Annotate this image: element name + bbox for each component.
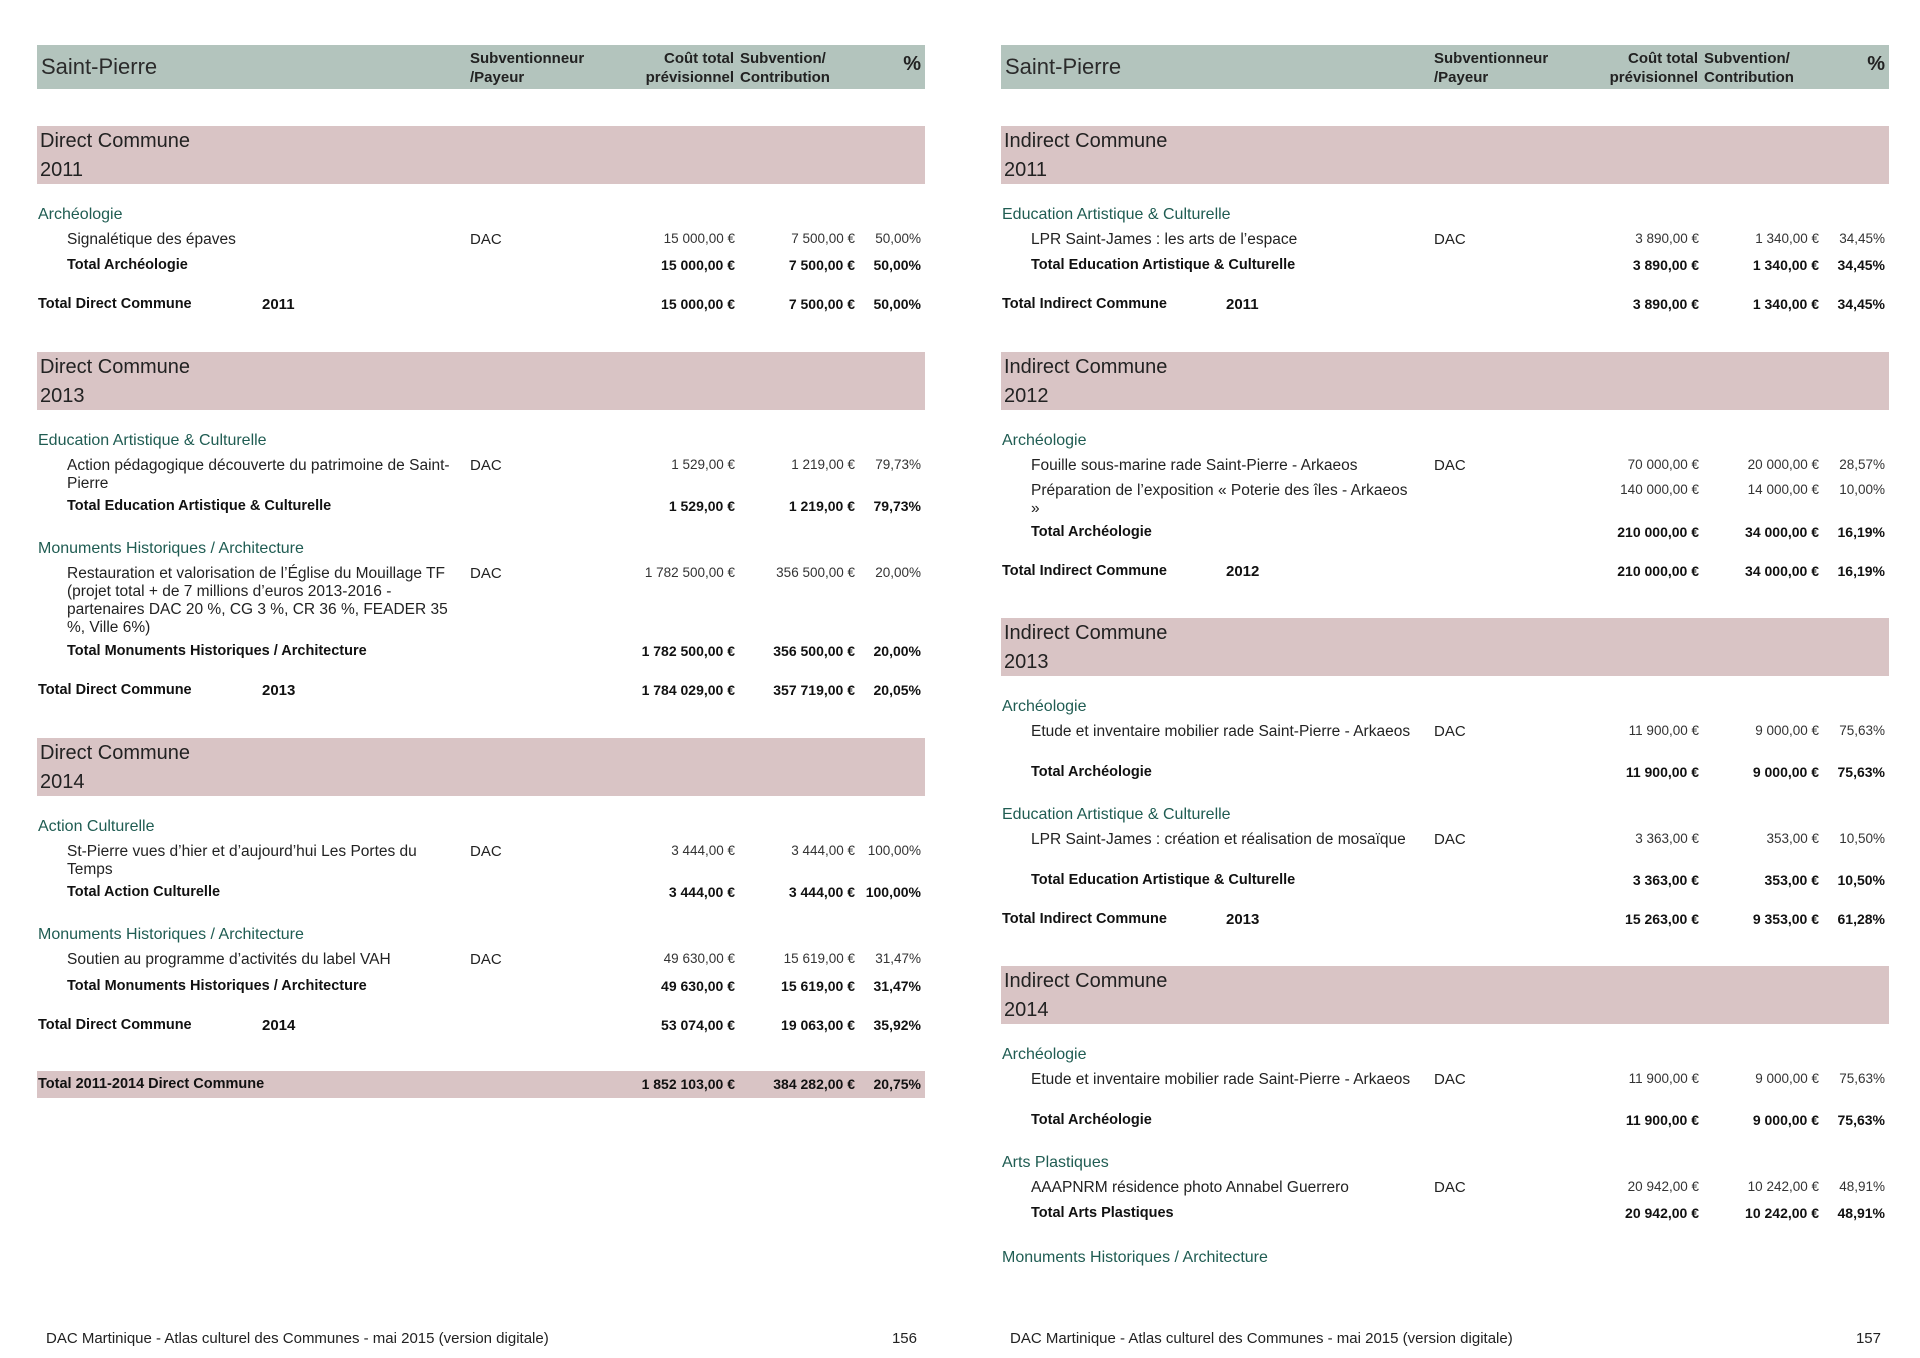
total-sub: 9 000,00 € [1752, 1112, 1819, 1128]
item-payer: DAC [1434, 1179, 1466, 1196]
total-cost: 11 900,00 € [1625, 764, 1699, 780]
col-cost-header: Coût total prévisionnel [645, 50, 734, 86]
item-sub: 15 619,00 € [783, 951, 855, 966]
item-sub: 3 444,00 € [791, 843, 855, 858]
item-pct: 75,63% [1839, 1071, 1885, 1086]
section-year: 2011 [40, 159, 84, 181]
item-cost: 49 630,00 € [663, 951, 735, 966]
item-payer: DAC [1434, 231, 1466, 248]
table-header [1001, 45, 1889, 89]
section-year: 2014 [1004, 999, 1049, 1021]
section-title: Indirect Commune [1004, 130, 1168, 152]
section-band [37, 352, 925, 410]
section-band [1001, 126, 1889, 184]
total-sub: 19 063,00 € [781, 1017, 855, 1033]
total-sub: 356 500,00 € [773, 643, 855, 659]
total-cost: 15 000,00 € [661, 257, 735, 273]
total-cost: 15 000,00 € [661, 296, 735, 312]
section-total-year: 2011 [262, 296, 295, 313]
page-number: 156 [891, 1330, 917, 1347]
category-heading: Archéologie [38, 206, 123, 223]
total-pct: 50,00% [873, 296, 921, 312]
item-sub: 7 500,00 € [791, 231, 855, 246]
total-label: Total Action Culturelle [67, 884, 221, 900]
item-payer: DAC [470, 951, 502, 968]
table-header [37, 45, 925, 89]
item-cost: 11 900,00 € [1628, 723, 1699, 738]
total-cost: 1 784 029,00 € [641, 682, 735, 698]
section-year: 2013 [1004, 651, 1049, 673]
section-title: Direct Commune [40, 742, 191, 764]
section-total-year: 2014 [262, 1017, 296, 1034]
item-cost: 140 000,00 € [1620, 482, 1699, 497]
page-157 [1001, 0, 1889, 1358]
grand-total-row [37, 1071, 925, 1098]
item-sub: 356 500,00 € [776, 565, 855, 580]
total-label: Total Archéologie [1031, 1112, 1152, 1128]
category-heading: Archéologie [1002, 698, 1087, 715]
section-total-year: 2011 [1226, 296, 1259, 313]
item-pct: 75,63% [1839, 723, 1885, 738]
section-total-year: 2013 [1226, 911, 1260, 928]
item-sub: 14 000,00 € [1747, 482, 1819, 497]
item-sub: 9 000,00 € [1755, 723, 1819, 738]
category-heading: Action Culturelle [38, 818, 155, 835]
total-pct: 34,45% [1837, 296, 1885, 312]
item-pct: 20,00% [875, 565, 921, 580]
total-label: Total Archéologie [67, 257, 188, 273]
item-label: LPR Saint-James : création et réalisation de mosaïque [1031, 831, 1406, 848]
total-cost: 53 074,00 € [661, 1017, 735, 1033]
item-cost: 11 900,00 € [1628, 1071, 1699, 1086]
section-total-year: 2012 [1226, 563, 1260, 580]
total-pct: 16,19% [1837, 524, 1885, 540]
item-pct: 79,73% [875, 457, 921, 472]
total-pct: 16,19% [1837, 563, 1885, 579]
section-band [1001, 618, 1889, 676]
item-label: Restauration et valorisation de l’Église du Mouillage TF (projet total + de 7 millions d’euros 2013-2016 - partenaires DAC 20 %, CG 3 %, CR 36 %, FEADER 35 %, Ville 6%) [67, 565, 448, 636]
footer-text: DAC Martinique - Atlas culturel des Communes - mai 2015 (version digitale) [46, 1330, 549, 1347]
category-heading: Monuments Historiques / Architecture [38, 540, 304, 557]
col-payer-header: Subventionneur /Payeur [1434, 50, 1549, 86]
item-label: AAAPNRM résidence photo Annabel Guerrero [1031, 1179, 1349, 1196]
total-label: Total Arts Plastiques [1031, 1205, 1174, 1221]
item-sub: 20 000,00 € [1747, 457, 1819, 472]
total-label: Total Education Artistique & Culturelle [67, 498, 332, 514]
section-total-label: Total Direct Commune [38, 296, 192, 312]
section-title: Direct Commune [40, 356, 191, 378]
item-pct: 50,00% [875, 231, 921, 246]
total-sub: 353,00 € [1764, 872, 1819, 888]
section-band [37, 126, 925, 184]
category-heading: Archéologie [1002, 432, 1087, 449]
category-heading: Education Artistique & Culturelle [1002, 206, 1231, 223]
section-year: 2013 [40, 385, 85, 407]
item-cost: 3 363,00 € [1635, 831, 1699, 846]
total-cost: 3 890,00 € [1632, 257, 1699, 273]
total-cost: 3 363,00 € [1632, 872, 1699, 888]
section-total-label: Total Indirect Commune [1002, 296, 1167, 312]
total-sub: 9 000,00 € [1752, 764, 1819, 780]
total-cost: 1 529,00 € [668, 498, 735, 514]
item-sub: 1 340,00 € [1755, 231, 1819, 246]
item-label: Fouille sous-marine rade Saint-Pierre - Arkaeos [1031, 457, 1358, 474]
item-payer: DAC [470, 843, 502, 860]
item-label: Soutien au programme d’activités du label VAH [67, 951, 391, 968]
item-cost: 70 000,00 € [1627, 457, 1699, 472]
item-payer: DAC [1434, 457, 1466, 474]
total-pct: 61,28% [1837, 911, 1885, 927]
section-total-label: Total Indirect Commune [1002, 563, 1167, 579]
section-total-year: 2013 [262, 682, 296, 699]
total-cost: 11 900,00 € [1625, 1112, 1699, 1128]
item-label: St-Pierre vues d’hier et d’aujourd’hui Les Portes du Temps [67, 843, 417, 878]
total-cost: 3 444,00 € [668, 884, 735, 900]
col-payer-header: Subventionneur /Payeur [470, 50, 585, 86]
item-pct: 34,45% [1839, 231, 1885, 246]
commune-title: Saint-Pierre [1005, 54, 1122, 79]
item-sub: 9 000,00 € [1755, 1071, 1819, 1086]
item-cost: 1 529,00 € [671, 457, 735, 472]
item-label: Etude et inventaire mobilier rade Saint-Pierre - Arkaeos [1031, 723, 1411, 740]
total-pct: 31,47% [873, 978, 921, 994]
total-sub: 1 340,00 € [1752, 296, 1819, 312]
item-payer: DAC [1434, 831, 1466, 848]
grand-total-pct: 20,75% [873, 1076, 921, 1092]
item-label: Action pédagogique découverte du patrimoine de Saint-Pierre [67, 457, 450, 492]
commune-title: Saint-Pierre [41, 54, 158, 79]
section-total-label: Total Direct Commune [38, 1017, 192, 1033]
item-cost: 1 782 500,00 € [644, 565, 735, 580]
item-pct: 10,50% [1839, 831, 1885, 846]
item-label: Préparation de l’exposition « Poterie des îles - Arkaeos » [1031, 482, 1408, 517]
total-sub: 34 000,00 € [1745, 524, 1819, 540]
section-year: 2012 [1004, 385, 1049, 407]
category-heading: Monuments Historiques / Architecture [1002, 1249, 1268, 1266]
grand-total-label: Total 2011-2014 Direct Commune [38, 1076, 265, 1092]
col-cost-header: Coût total prévisionnel [1609, 50, 1698, 86]
item-pct: 10,00% [1839, 482, 1885, 497]
total-sub: 357 719,00 € [773, 682, 855, 698]
col-sub-header: Subvention/ Contribution [1704, 50, 1794, 86]
item-payer: DAC [470, 231, 502, 248]
total-cost: 49 630,00 € [661, 978, 735, 994]
item-payer: DAC [1434, 1071, 1466, 1088]
item-pct: 100,00% [867, 843, 921, 858]
total-pct: 100,00% [865, 884, 921, 900]
page-number: 157 [1855, 1330, 1881, 1347]
col-pct-header: % [903, 53, 921, 75]
total-sub: 7 500,00 € [788, 296, 855, 312]
item-label: Signalétique des épaves [67, 231, 236, 248]
item-payer: DAC [470, 565, 502, 582]
category-heading: Education Artistique & Culturelle [1002, 806, 1231, 823]
item-pct: 31,47% [875, 951, 921, 966]
total-sub: 1 219,00 € [788, 498, 855, 514]
item-pct: 28,57% [1839, 457, 1885, 472]
total-cost: 15 263,00 € [1625, 911, 1699, 927]
total-cost: 3 890,00 € [1632, 296, 1699, 312]
total-sub: 10 242,00 € [1745, 1205, 1819, 1221]
item-sub: 1 219,00 € [791, 457, 855, 472]
total-label: Total Monuments Historiques / Architecture [67, 978, 367, 994]
total-pct: 20,00% [873, 643, 921, 659]
item-cost: 3 444,00 € [671, 843, 735, 858]
section-year: 2014 [40, 771, 85, 793]
section-year: 2011 [1004, 159, 1048, 181]
grand-total-sub: 384 282,00 € [773, 1076, 855, 1092]
category-heading: Arts Plastiques [1002, 1154, 1109, 1171]
item-sub: 10 242,00 € [1747, 1179, 1819, 1194]
total-pct: 10,50% [1837, 872, 1885, 888]
item-cost: 15 000,00 € [663, 231, 735, 246]
item-cost: 20 942,00 € [1627, 1179, 1699, 1194]
col-sub-header: Subvention/ Contribution [740, 50, 830, 86]
total-pct: 75,63% [1837, 764, 1885, 780]
total-sub: 9 353,00 € [1752, 911, 1819, 927]
section-title: Indirect Commune [1004, 622, 1168, 644]
item-payer: DAC [470, 457, 502, 474]
total-cost: 1 782 500,00 € [641, 643, 735, 659]
total-sub: 34 000,00 € [1745, 563, 1819, 579]
total-label: Total Archéologie [1031, 764, 1152, 780]
item-label: LPR Saint-James : les arts de l’espace [1031, 231, 1298, 248]
col-pct-header: % [1867, 53, 1885, 75]
grand-total-cost: 1 852 103,00 € [641, 1076, 735, 1092]
section-total-label: Total Direct Commune [38, 682, 192, 698]
total-label: Total Monuments Historiques / Architecture [67, 643, 367, 659]
total-label: Total Education Artistique & Culturelle [1031, 872, 1296, 888]
section-band [1001, 352, 1889, 410]
category-heading: Education Artistique & Culturelle [38, 432, 267, 449]
total-cost: 210 000,00 € [1617, 524, 1699, 540]
item-label: Etude et inventaire mobilier rade Saint-Pierre - Arkaeos [1031, 1071, 1411, 1088]
category-heading: Archéologie [1002, 1046, 1087, 1063]
item-cost: 3 890,00 € [1635, 231, 1699, 246]
footer-text: DAC Martinique - Atlas culturel des Communes - mai 2015 (version digitale) [1010, 1330, 1513, 1347]
total-sub: 1 340,00 € [1752, 257, 1819, 273]
total-sub: 3 444,00 € [788, 884, 855, 900]
total-pct: 75,63% [1837, 1112, 1885, 1128]
total-sub: 7 500,00 € [788, 257, 855, 273]
section-title: Indirect Commune [1004, 970, 1168, 992]
total-pct: 79,73% [873, 498, 921, 514]
page-156 [37, 0, 925, 1358]
total-pct: 35,92% [873, 1017, 921, 1033]
total-sub: 15 619,00 € [781, 978, 855, 994]
total-cost: 20 942,00 € [1625, 1205, 1699, 1221]
total-pct: 48,91% [1837, 1205, 1885, 1221]
section-band [37, 738, 925, 796]
section-band [1001, 966, 1889, 1024]
total-label: Total Archéologie [1031, 524, 1152, 540]
item-pct: 48,91% [1839, 1179, 1885, 1194]
item-payer: DAC [1434, 723, 1466, 740]
total-cost: 210 000,00 € [1617, 563, 1699, 579]
total-pct: 20,05% [873, 682, 921, 698]
category-heading: Monuments Historiques / Architecture [38, 926, 304, 943]
section-title: Indirect Commune [1004, 356, 1168, 378]
item-sub: 353,00 € [1766, 831, 1819, 846]
total-pct: 50,00% [873, 257, 921, 273]
section-total-label: Total Indirect Commune [1002, 911, 1167, 927]
total-label: Total Education Artistique & Culturelle [1031, 257, 1296, 273]
total-pct: 34,45% [1837, 257, 1885, 273]
section-title: Direct Commune [40, 130, 191, 152]
